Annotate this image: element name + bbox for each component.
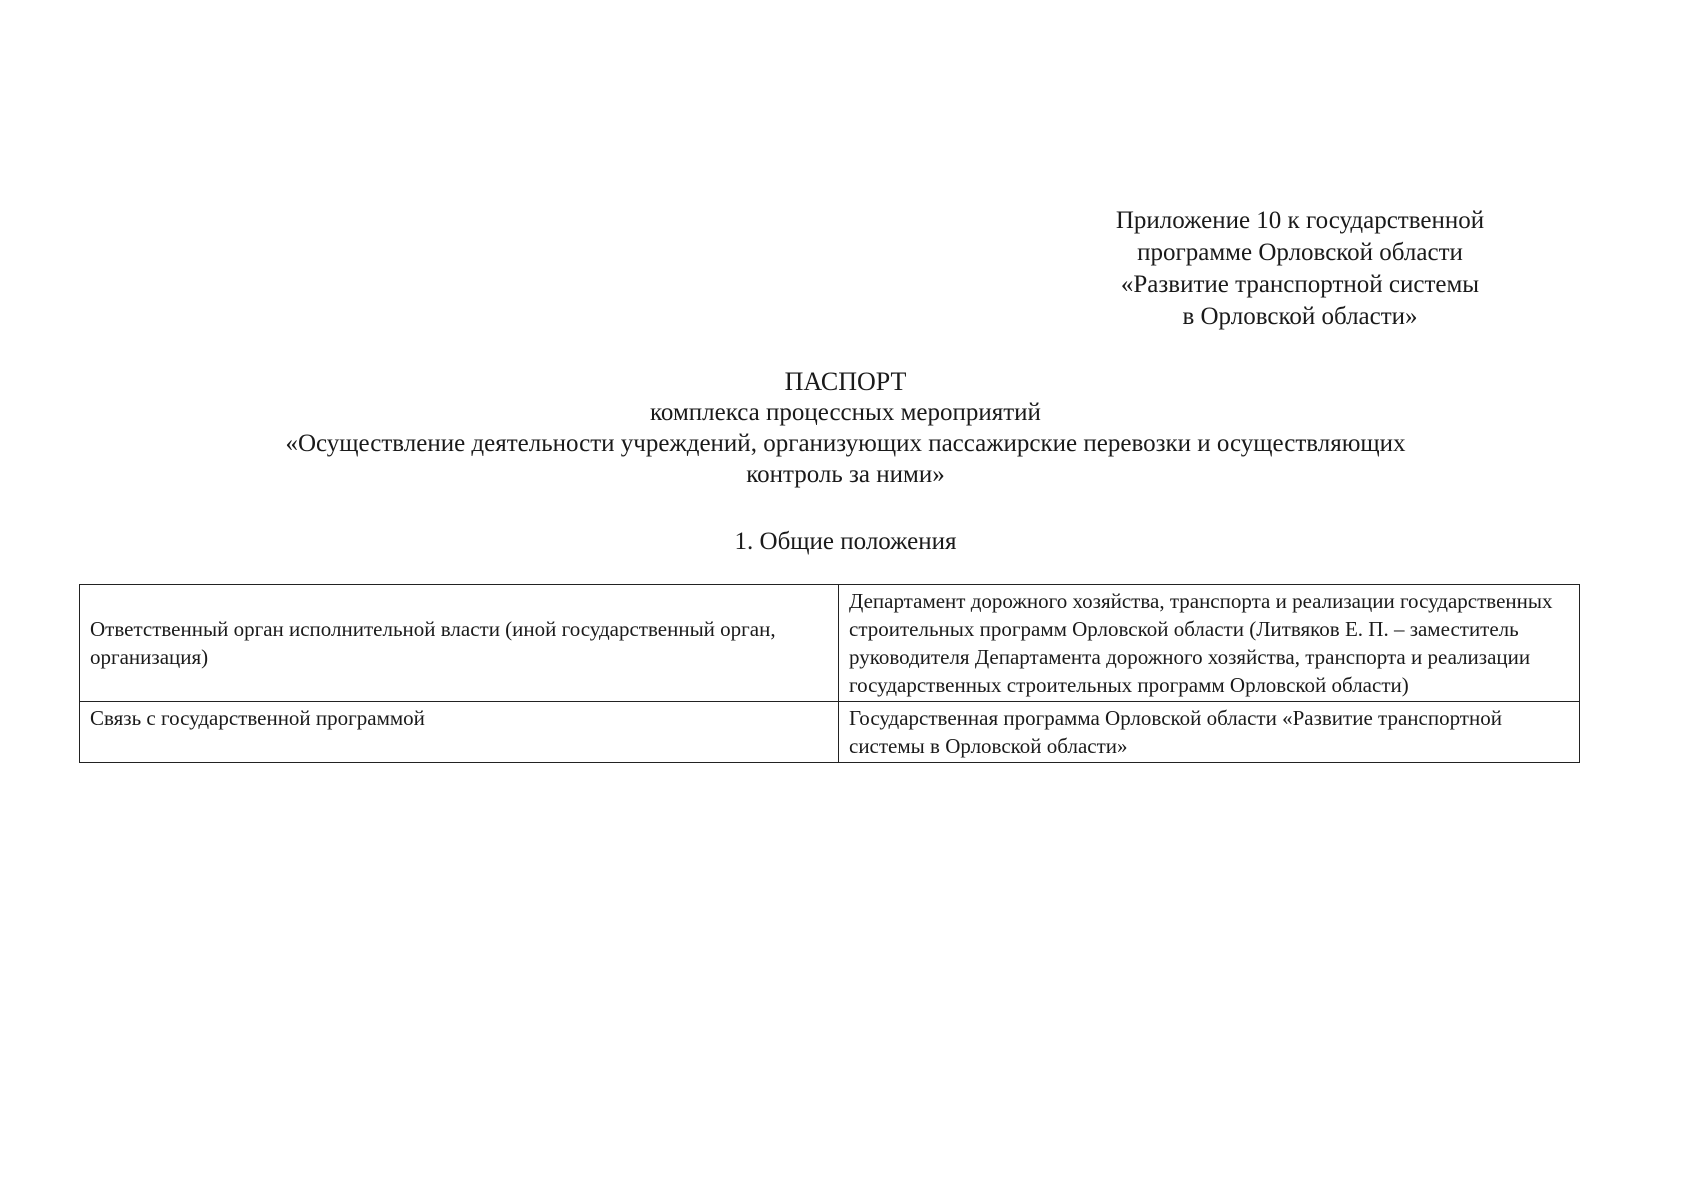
table-row — [80, 702, 1580, 763]
table-cell-label: Ответственный орган исполнительной власти (иной государственный орган, организация) — [80, 585, 839, 702]
section-heading: 1. Общие положения — [734, 528, 957, 555]
passport-program-name-continued: контроль за ними» — [746, 461, 945, 488]
appendix-line: в Орловской области» — [1182, 303, 1418, 330]
table-cell-label: Связь с государственной программой — [80, 702, 839, 763]
appendix-line: программе Орловской области — [1137, 239, 1463, 266]
appendix-line: Приложение 10 к государственной — [1115, 207, 1485, 234]
passport-subtitle: комплекса процессных мероприятий — [650, 399, 1041, 426]
passport-title-block — [0, 366, 1691, 490]
passport-title: ПАСПОРТ — [784, 367, 907, 396]
appendix-note — [1040, 205, 1560, 333]
table-row — [80, 585, 1580, 702]
general-provisions-table — [79, 584, 1580, 763]
passport-program-name: «Осуществление деятельности учреждений, организующих пассажирские перевозки и осуществляющих — [285, 430, 1406, 457]
table-cell-value: Департамент дорожного хозяйства, транспорта и реализации государственных строительных программ Орловской области (Литвяков Е. П. – заместитель руководителя Департамента дорожного хозяйства, транспорта и реализации государственных строительных программ Орловской области) — [839, 585, 1580, 702]
table-cell-value: Государственная программа Орловской области «Развитие транспортной системы в Орловской области» — [839, 702, 1580, 763]
appendix-line: «Развитие транспортной системы — [1120, 271, 1480, 298]
